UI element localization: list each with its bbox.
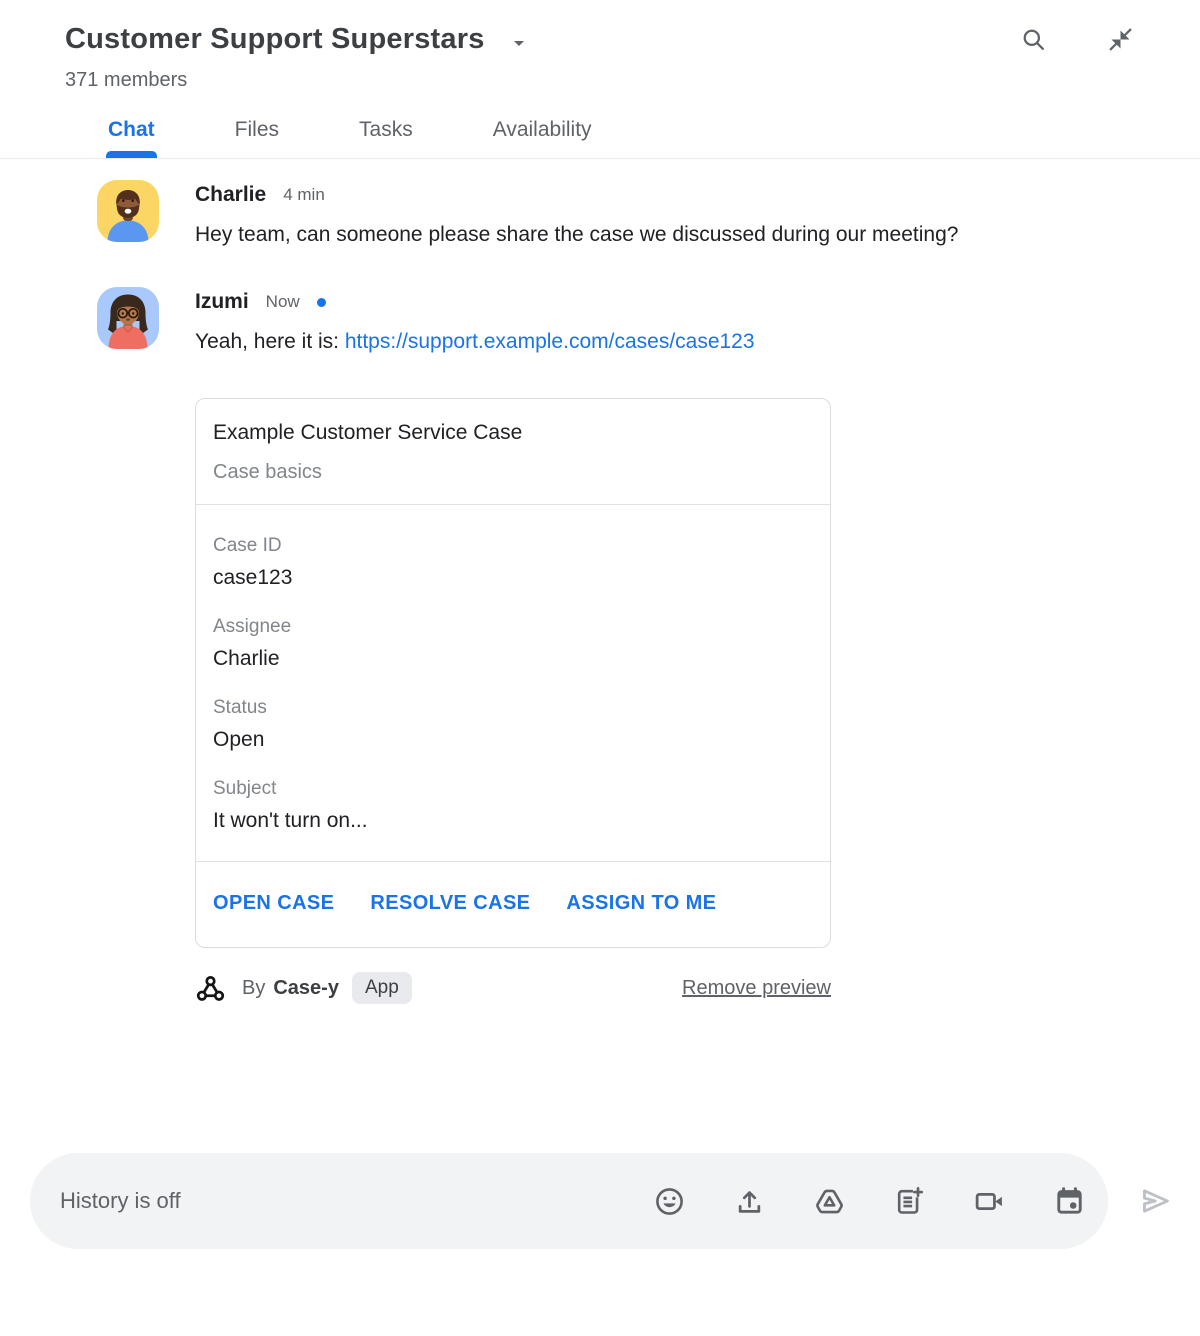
tab-tasks[interactable]: Tasks	[359, 118, 413, 141]
case-preview-card	[195, 398, 831, 948]
member-count: 371 members	[65, 69, 188, 91]
upload-button[interactable]	[733, 1185, 766, 1218]
message-timestamp: 4 min	[283, 185, 325, 204]
message-text	[195, 322, 1100, 362]
upload-icon	[733, 1206, 766, 1221]
room-title[interactable]: Customer Support Superstars	[65, 23, 485, 55]
send-icon	[1138, 1207, 1174, 1222]
video-call-icon	[973, 1206, 1006, 1221]
add-note-button[interactable]	[893, 1185, 926, 1218]
resolve-case-button[interactable]: RESOLVE CASE	[370, 892, 531, 914]
emoji-button[interactable]	[653, 1185, 686, 1218]
send-button[interactable]	[1138, 1183, 1174, 1219]
collapse-button[interactable]	[1103, 22, 1138, 57]
tab-files[interactable]: Files	[234, 118, 280, 141]
field-value: It won't turn on...	[213, 809, 368, 832]
new-message-dot	[317, 298, 326, 307]
author-name[interactable]: Izumi	[195, 290, 249, 313]
app-badge: App	[352, 972, 412, 1004]
app-name: Case-y	[273, 976, 339, 999]
field-label: Assignee	[213, 616, 292, 637]
card-attribution	[195, 972, 831, 1004]
card-field	[213, 697, 813, 752]
add-note-icon	[893, 1206, 926, 1221]
calendar-button[interactable]	[1053, 1185, 1086, 1218]
remove-preview-link[interactable]: Remove preview	[682, 976, 831, 999]
search-icon	[1020, 41, 1047, 56]
message-list	[0, 159, 1200, 1004]
tab-chat[interactable]: Chat	[108, 118, 155, 158]
field-value: case123	[213, 566, 293, 589]
composer	[30, 1153, 1174, 1249]
emoji-icon	[653, 1206, 686, 1221]
chevron-down-icon[interactable]	[507, 31, 531, 55]
message-text: Hey team, can someone please share the case we discussed during our meeting?	[195, 223, 959, 246]
video-call-button[interactable]	[973, 1185, 1006, 1218]
field-label: Case ID	[213, 535, 282, 556]
card-title: Example Customer Service Case	[213, 421, 523, 444]
message-text-prefix: Yeah, here it is:	[195, 330, 345, 353]
message	[0, 287, 1200, 1004]
webhook-icon	[195, 973, 226, 1004]
message-input[interactable]	[60, 1188, 653, 1214]
message	[0, 180, 1200, 255]
card-subtitle: Case basics	[213, 461, 322, 483]
search-button[interactable]	[1016, 22, 1051, 57]
tab-bar	[108, 118, 1200, 158]
calendar-icon	[1053, 1206, 1086, 1221]
field-value: Open	[213, 728, 265, 751]
card-field	[213, 616, 813, 671]
card-field	[213, 778, 813, 833]
collapse-icon	[1107, 41, 1134, 56]
by-label: By	[242, 976, 266, 999]
room-header	[0, 0, 1200, 159]
field-label: Status	[213, 697, 267, 718]
composer-pill[interactable]	[30, 1153, 1108, 1249]
avatar-izumi[interactable]	[97, 287, 159, 349]
card-field	[213, 535, 813, 590]
tab-availability[interactable]: Availability	[492, 118, 592, 141]
open-case-button[interactable]: OPEN CASE	[213, 892, 335, 914]
drive-button[interactable]	[813, 1185, 846, 1218]
drive-icon	[813, 1206, 846, 1221]
message-timestamp: Now	[265, 292, 300, 311]
field-value: Charlie	[213, 647, 280, 670]
avatar-charlie[interactable]	[97, 180, 159, 242]
field-label: Subject	[213, 778, 277, 799]
author-name[interactable]: Charlie	[195, 183, 267, 206]
assign-to-me-button[interactable]: ASSIGN TO ME	[566, 892, 717, 914]
case-link[interactable]: https://support.example.com/cases/case123	[344, 330, 755, 353]
